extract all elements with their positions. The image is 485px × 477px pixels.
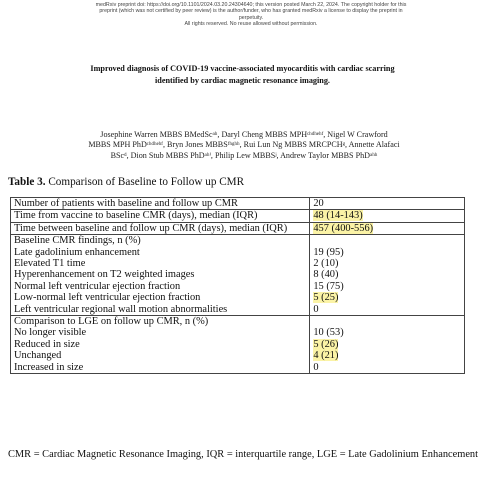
row-value [310, 247, 465, 258]
table-footnote: CMR = Cardiac Magnetic Resonance Imaging, IQR = interquartile range, LGE = Late Gadolinium Enhancement [8, 449, 479, 460]
author-list [38, 130, 450, 161]
row-value [310, 258, 465, 269]
table-row [11, 304, 465, 316]
row-label: Hyperenhancement on T2 weighted images [11, 269, 310, 280]
row-value [310, 327, 465, 338]
comparison-table [10, 197, 465, 374]
row-label: Low-normal left ventricular ejection fraction [11, 292, 310, 303]
table-row [11, 222, 465, 234]
table-row [11, 362, 465, 374]
value-text: 48 (14-143) [313, 210, 363, 222]
row-label: Reduced in size [11, 339, 310, 350]
table-row [11, 281, 465, 292]
table-caption [8, 176, 244, 189]
table-row [11, 292, 465, 303]
row-label: Comparison to LGE on follow up CMR, n (%) [11, 316, 310, 328]
author-line: MBBS MPH PhDᶜʰᵈʰᵉʰᶠ, Bryn Jones MBBSᶠʰᵍʰʰ, Rui Lun Ng MBBS MRCPCHᵍ, Annette Alafaci [88, 140, 400, 150]
row-label: Time between baseline and follow up CMR (days), median (IQR) [11, 222, 310, 234]
row-value [310, 281, 465, 292]
row-value [310, 235, 465, 247]
preprint-line: perpetuity. [238, 14, 264, 21]
paper-title [30, 63, 455, 86]
row-label: Increased in size [11, 362, 310, 374]
row-label: Number of patients with baseline and follow up CMR [11, 198, 310, 210]
author-line: BScᵈ, Dion Stub MBBS PhDᵃʰⁱ, Philip Lew MBBSʲ, Andrew Taylor MBBS PhDᵃʰʰ [110, 150, 378, 160]
row-label: Elevated T1 time [11, 258, 310, 269]
value-text: 457 (400-556) [313, 222, 374, 234]
author-line: Josephine Warren MBBS BMedScᵃʰ, Daryl Cheng MBBS MPHᶜʰᵈʰᵉʰᶠ, Nigel W Crawford [100, 130, 388, 139]
value-text: 0 [313, 303, 319, 315]
value-text: 10 (53) [313, 327, 344, 339]
table-row [11, 258, 465, 269]
row-value [310, 350, 465, 361]
table-row [11, 235, 465, 247]
preprint-line: All rights reserved. No reuse allowed without permission. [184, 21, 318, 28]
row-label: Left ventricular regional wall motion abnormalities [11, 304, 310, 316]
row-label: Normal left ventricular ejection fraction [11, 281, 310, 292]
value-text: 0 [313, 361, 319, 373]
row-value [310, 316, 465, 328]
value-text: 5 (25) [313, 292, 339, 304]
row-value [310, 210, 465, 222]
table-row [11, 350, 465, 361]
row-label: Time from vaccine to baseline CMR (days), median (IQR) [11, 210, 310, 222]
title-line: identified by cardiac magnetic resonance imaging. [155, 75, 330, 85]
row-value [310, 339, 465, 350]
preprint-line: preprint (which was not certified by peer review) is the author/funder, who has granted medRxiv a license to display the preprint in [99, 8, 403, 15]
table-row [11, 247, 465, 258]
preprint-notice [36, 2, 466, 28]
table-row [11, 198, 465, 210]
table-row [11, 210, 465, 222]
row-value [310, 292, 465, 303]
row-label: Late gadolinium enhancement [11, 247, 310, 258]
table-row [11, 316, 465, 328]
table-row [11, 339, 465, 350]
preprint-line: medRxiv preprint doi: https://doi.org/10.1101/2024.03.20.24304640; this version posted March 22, 2024. The copyright holder for this [95, 2, 407, 8]
row-value [310, 269, 465, 280]
value-text: 19 (95) [313, 246, 344, 258]
value-text: 20 [313, 198, 324, 209]
value-text: 5 (26) [313, 338, 339, 350]
table-number: Table 3. [8, 176, 46, 188]
row-value [310, 198, 465, 210]
row-label: No longer visible [11, 327, 310, 338]
table-caption-text: Comparison of Baseline to Follow up CMR [45, 176, 245, 188]
row-label: Unchanged [11, 350, 310, 361]
title-line: Improved diagnosis of COVID-19 vaccine-associated myocarditis with cardiac scarring [90, 64, 395, 73]
value-text: 2 (10) [313, 258, 339, 270]
value-text: 4 (21) [313, 350, 339, 362]
row-value [310, 222, 465, 234]
value-text: 8 (40) [313, 269, 339, 281]
row-label: Baseline CMR findings, n (%) [11, 235, 310, 247]
row-value [310, 304, 465, 316]
row-value [310, 362, 465, 374]
table-body [11, 198, 465, 374]
table-row [11, 269, 465, 280]
value-text: 15 (75) [313, 280, 344, 292]
table-row [11, 327, 465, 338]
